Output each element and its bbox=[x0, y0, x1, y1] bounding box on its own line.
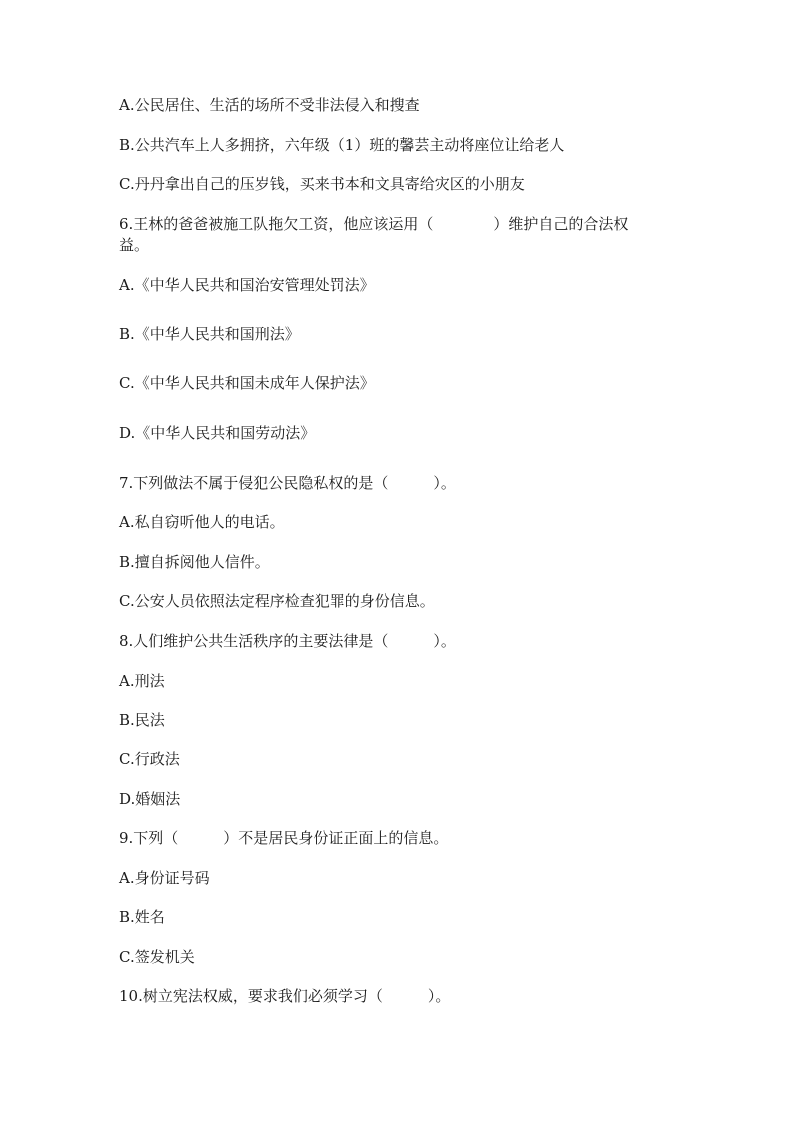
q8-option-d: D.婚姻法 bbox=[119, 790, 181, 808]
q6-option-a: A.《中华人民共和国治安管理处罚法》 bbox=[119, 276, 375, 294]
q5-option-b: B.公共汽车上人多拥挤，六年级（1）班的馨芸主动将座位让给老人 bbox=[119, 136, 565, 154]
q8-option-c: C.行政法 bbox=[119, 750, 180, 768]
q7-option-c: C.公安人员依照法定程序检查犯罪的身份信息。 bbox=[119, 592, 435, 610]
q9-question: 9.下列（ ）不是居民身份证正面上的信息。 bbox=[119, 829, 449, 847]
q6-option-b: B.《中华人民共和国刑法》 bbox=[119, 325, 300, 343]
q8-option-a: A.刑法 bbox=[119, 672, 165, 690]
q9-option-a: A.身份证号码 bbox=[119, 869, 210, 887]
q10-question: 10.树立宪法权威，要求我们必须学习（ ）。 bbox=[119, 987, 451, 1005]
q9-option-c: C.签发机关 bbox=[119, 948, 195, 966]
q7-question: 7.下列做法不属于侵犯公民隐私权的是（ ）。 bbox=[119, 474, 456, 492]
q8-question: 8.人们维护公共生活秩序的主要法律是（ ）。 bbox=[119, 632, 456, 650]
q6-option-d: D.《中华人民共和国劳动法》 bbox=[119, 424, 316, 442]
q5-option-a: A.公民居住、生活的场所不受非法侵入和搜查 bbox=[119, 96, 420, 114]
q6-question-line1: 6.王林的爸爸被施工队拖欠工资，他应该运用（ ）维护自己的合法权 bbox=[119, 215, 629, 233]
q6-question-line2: 益。 bbox=[119, 236, 150, 254]
q9-option-b: B.姓名 bbox=[119, 908, 165, 926]
q6-option-c: C.《中华人民共和国未成年人保护法》 bbox=[119, 374, 375, 392]
q7-option-a: A.私自窃听他人的电话。 bbox=[119, 513, 285, 531]
q7-option-b: B.擅自拆阅他人信件。 bbox=[119, 553, 270, 571]
q5-option-c: C.丹丹拿出自己的压岁钱，买来书本和文具寄给灾区的小朋友 bbox=[119, 175, 525, 193]
q8-option-b: B.民法 bbox=[119, 711, 165, 729]
